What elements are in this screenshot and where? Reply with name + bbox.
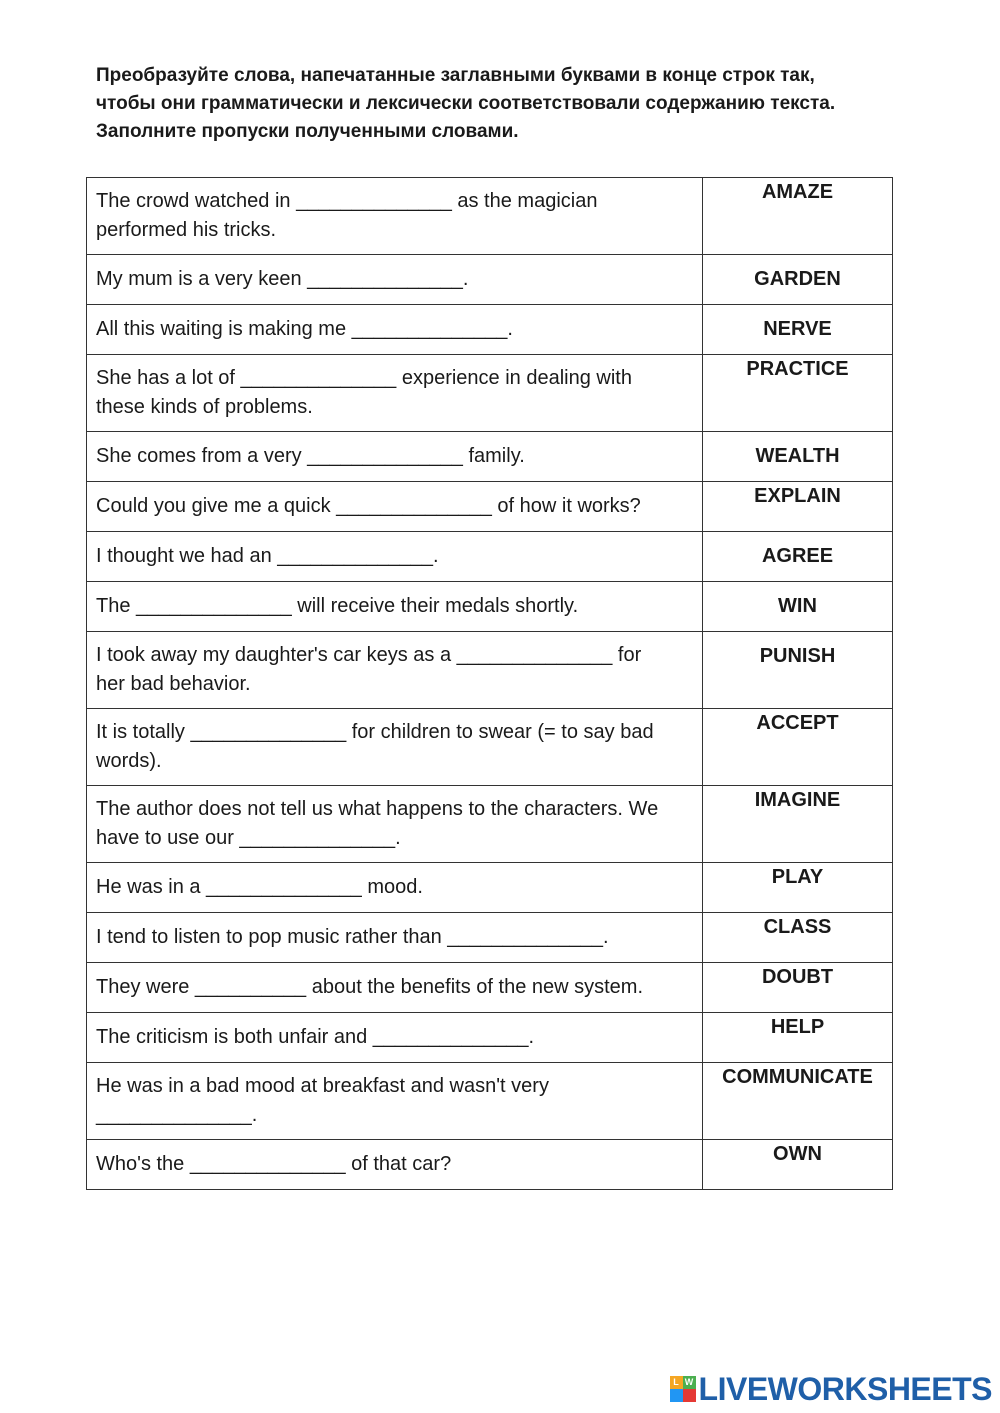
table-row (87, 963, 893, 1013)
sentence-cell: My mum is a very keen ______________. (87, 255, 703, 305)
logo-mark-icon (670, 1376, 696, 1402)
instructions (96, 62, 936, 146)
keyword-cell: WEALTH (703, 432, 893, 482)
table-row (87, 1140, 893, 1190)
sentence-cell: The crowd watched in ______________ as the magician performed his tricks. (87, 178, 703, 255)
sentence-cell: Who's the ______________ of that car? (87, 1140, 703, 1190)
sentence-cell: I tend to listen to pop music rather than ______________. (87, 913, 703, 963)
sentence-cell: They were __________ about the benefits of the new system. (87, 963, 703, 1013)
keyword-cell: COMMUNICATE (703, 1063, 893, 1140)
table-row (87, 709, 893, 786)
liveworksheets-logo (670, 1372, 992, 1406)
sentence-cell: It is totally ______________ for children to swear (= to say bad words). (87, 709, 703, 786)
logo-mark-tile: L (670, 1376, 683, 1389)
sentence-cell: She has a lot of ______________ experience in dealing with these kinds of problems. (87, 355, 703, 432)
sentence-cell: All this waiting is making me ______________. (87, 305, 703, 355)
sentence-cell: The author does not tell us what happens to the characters. We have to use our ______________. (87, 786, 703, 863)
exercise-table (86, 177, 893, 1190)
table-row (87, 582, 893, 632)
table-row (87, 178, 893, 255)
sentence-cell: The criticism is both unfair and ______________. (87, 1013, 703, 1063)
table-row (87, 632, 893, 709)
keyword-cell: IMAGINE (703, 786, 893, 863)
instruction-line: Преобразуйте слова, напечатанные заглавными буквами в конце строк так, (96, 65, 815, 86)
logo-mark-tile (683, 1389, 696, 1402)
sentence-cell: I thought we had an ______________. (87, 532, 703, 582)
keyword-cell: PUNISH (703, 632, 893, 709)
keyword-cell: CLASS (703, 913, 893, 963)
keyword-cell: DOUBT (703, 963, 893, 1013)
logo-mark-tile: W (683, 1376, 696, 1389)
keyword-cell: AMAZE (703, 178, 893, 255)
table-row (87, 863, 893, 913)
sentence-cell: Could you give me a quick ______________ of how it works? (87, 482, 703, 532)
keyword-cell: PRACTICE (703, 355, 893, 432)
table-row (87, 255, 893, 305)
table-row (87, 532, 893, 582)
sentence-cell: He was in a ______________ mood. (87, 863, 703, 913)
logo-mark-tile (670, 1389, 683, 1402)
instruction-line: Заполните пропуски полученными словами. (96, 121, 519, 142)
table-row (87, 305, 893, 355)
sentence-cell: I took away my daughter's car keys as a ______________ for her bad behavior. (87, 632, 703, 709)
keyword-cell: EXPLAIN (703, 482, 893, 532)
sentence-cell: The ______________ will receive their medals shortly. (87, 582, 703, 632)
table-row (87, 482, 893, 532)
keyword-cell: OWN (703, 1140, 893, 1190)
keyword-cell: ACCEPT (703, 709, 893, 786)
sentence-cell: He was in a bad mood at breakfast and wasn't very ______________. (87, 1063, 703, 1140)
table-row (87, 432, 893, 482)
logo-text: LIVEWORKSHEETS (698, 1371, 992, 1407)
keyword-cell: HELP (703, 1013, 893, 1063)
keyword-cell: PLAY (703, 863, 893, 913)
table-row (87, 1013, 893, 1063)
keyword-cell: AGREE (703, 532, 893, 582)
table-row (87, 355, 893, 432)
instruction-line: чтобы они грамматически и лексически соответствовали содержанию текста. (96, 93, 836, 114)
keyword-cell: NERVE (703, 305, 893, 355)
table-row (87, 786, 893, 863)
keyword-cell: WIN (703, 582, 893, 632)
table-row (87, 913, 893, 963)
table-row (87, 1063, 893, 1140)
sentence-cell: She comes from a very ______________ family. (87, 432, 703, 482)
keyword-cell: GARDEN (703, 255, 893, 305)
